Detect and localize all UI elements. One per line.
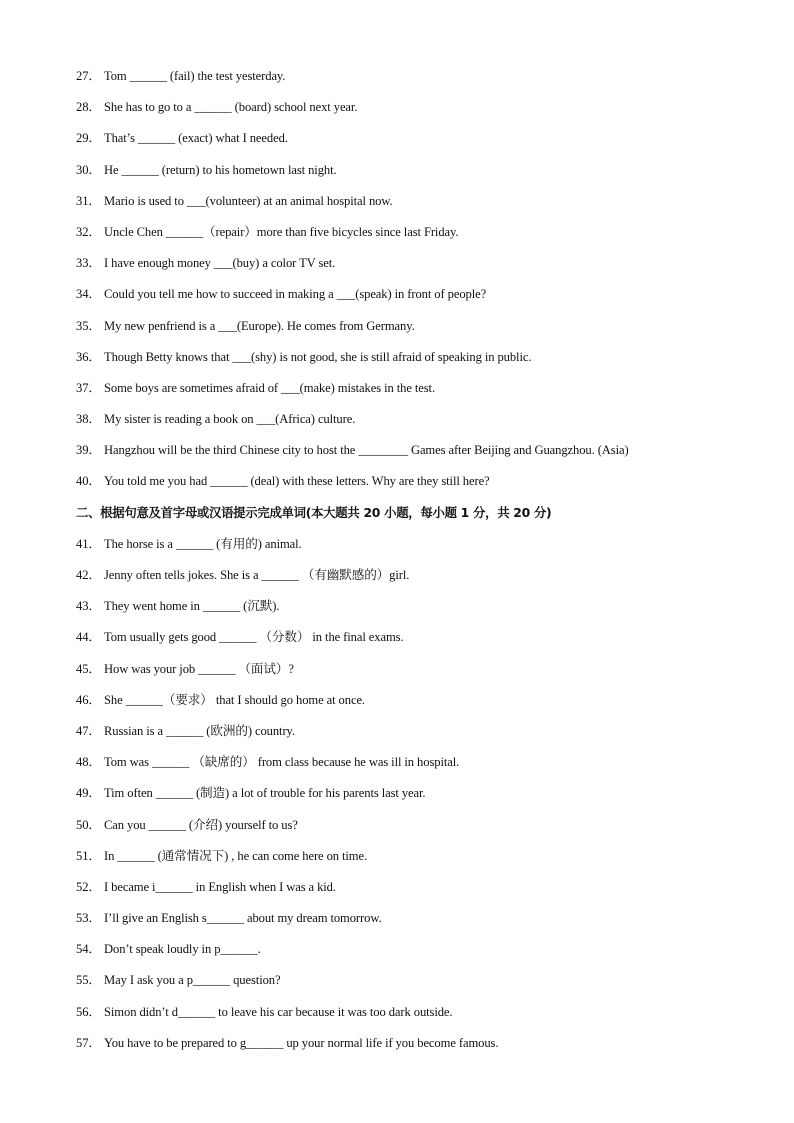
question-item [76, 222, 756, 253]
question-text: My sister is reading a book on ___(Africa) culture. [104, 412, 356, 427]
question-text: Jenny often tells jokes. She is a ______ （有幽默感的）girl. [104, 568, 410, 582]
question-item [76, 752, 756, 783]
question-text: You have to be prepared to g______ up your normal life if you become famous. [104, 1035, 499, 1050]
question-number: 36． [76, 349, 101, 364]
question-number: 52． [76, 879, 101, 894]
question-number: 37． [76, 380, 101, 395]
question-number: 42． [76, 568, 101, 582]
question-number: 56． [76, 1004, 101, 1019]
question-item [76, 160, 756, 191]
question-text: Though Betty knows that ___(shy) is not good, she is still afraid of speaking in public. [104, 349, 532, 364]
question-number: 49． [76, 786, 101, 801]
question-text: They went home in ______ (沉默). [104, 599, 280, 614]
question-text: She ______（要求） that I should go home at once. [104, 692, 365, 707]
section-title: 二、根据句意及首字母或汉语提示完成单词(本大题共 20 小题，每小题 1 分，共 20 分) [76, 504, 552, 520]
question-item [76, 440, 756, 471]
question-number: 55． [76, 973, 101, 988]
question-item [76, 846, 756, 877]
question-number: 47． [76, 723, 101, 738]
question-text: Mario is used to ___(volunteer) at an animal hospital now. [104, 193, 393, 208]
question-item [76, 659, 756, 690]
question-number: 33． [76, 256, 101, 271]
question-text: May I ask you a p______ question? [104, 973, 281, 988]
question-text: Don’t speak loudly in p______. [104, 942, 261, 957]
question-text: My new penfriend is a ___(Europe). He comes from Germany. [104, 318, 415, 333]
question-text: That’s ______ (exact) what I needed. [104, 131, 288, 146]
question-item [76, 253, 756, 284]
question-item [76, 908, 756, 939]
question-text: Could you tell me how to succeed in making a ___(speak) in front of people? [104, 287, 487, 302]
question-item [76, 97, 756, 128]
question-item [76, 378, 756, 409]
question-text: Tom was ______ （缺席的） from class because he was ill in hospital. [104, 755, 460, 770]
question-number: 31． [76, 193, 101, 208]
question-text: She has to go to a ______ (board) school next year. [104, 100, 358, 115]
question-number: 27． [76, 69, 101, 83]
question-text: In ______ (通常情况下) , he can come here on time. [104, 848, 368, 863]
question-number: 38． [76, 412, 101, 427]
question-item [76, 284, 756, 315]
question-number: 32． [76, 224, 101, 239]
question-number: 57． [76, 1035, 101, 1050]
question-number: 48． [76, 755, 101, 770]
question-number: 30． [76, 162, 101, 177]
question-item [76, 66, 756, 97]
question-text: Hangzhou will be the third Chinese city to host the ________ Games after Beijing and Guangzhou. (Asia) [104, 443, 629, 458]
question-item [76, 347, 756, 378]
question-item [76, 534, 756, 565]
question-item [76, 1033, 756, 1064]
question-text: Uncle Chen ______（repair）more than five bicycles since last Friday. [104, 224, 459, 239]
question-text: Simon didn’t d______ to leave his car because it was too dark outside. [104, 1004, 453, 1019]
question-text: Tom usually gets good ______ （分数） in the final exams. [104, 630, 404, 645]
question-text: I’ll give an English s______ about my dream tomorrow. [104, 911, 382, 926]
question-item [76, 128, 756, 159]
question-item [76, 316, 756, 347]
question-text: Some boys are sometimes afraid of ___(make) mistakes in the test. [104, 380, 435, 395]
question-number: 29． [76, 131, 101, 146]
question-item [76, 970, 756, 1001]
question-number: 50． [76, 817, 101, 832]
question-item [76, 191, 756, 222]
question-text: Russian is a ______ (欧洲的) country. [104, 723, 295, 738]
question-number: 46． [76, 692, 101, 707]
question-text: How was your job ______ （面试）? [104, 661, 294, 676]
question-number: 28． [76, 100, 101, 115]
question-text: I have enough money ___(buy) a color TV set. [104, 256, 336, 271]
question-number: 35． [76, 318, 101, 333]
question-list [76, 66, 756, 1064]
question-item [76, 939, 756, 970]
question-number: 45． [76, 661, 101, 676]
question-number: 41． [76, 536, 101, 551]
question-number: 44． [76, 630, 101, 645]
question-text: Tim often ______ (制造) a lot of trouble for his parents last year. [104, 786, 426, 801]
question-number: 39． [76, 443, 101, 458]
question-item [76, 815, 756, 846]
question-item [76, 565, 756, 596]
question-text: He ______ (return) to his hometown last night. [104, 162, 337, 177]
question-number: 43． [76, 599, 101, 614]
question-text: I became i______ in English when I was a kid. [104, 879, 336, 894]
question-text: Tom ______ (fail) the test yesterday. [104, 69, 286, 83]
question-number: 54． [76, 942, 101, 957]
question-item [76, 877, 756, 908]
question-item [76, 783, 756, 814]
question-item [76, 409, 756, 440]
question-text: You told me you had ______ (deal) with these letters. Why are they still here? [104, 474, 490, 489]
question-text: The horse is a ______ (有用的) animal. [104, 536, 302, 551]
question-text: Can you ______ (介绍) yourself to us? [104, 817, 298, 832]
question-number: 53． [76, 911, 101, 926]
question-item [76, 596, 756, 627]
question-item [76, 1002, 756, 1033]
question-item [76, 471, 756, 502]
question-item [76, 627, 756, 658]
question-number: 34． [76, 287, 101, 302]
question-item [76, 721, 756, 752]
question-number: 51． [76, 848, 101, 863]
question-number: 40． [76, 474, 101, 489]
question-item [76, 690, 756, 721]
